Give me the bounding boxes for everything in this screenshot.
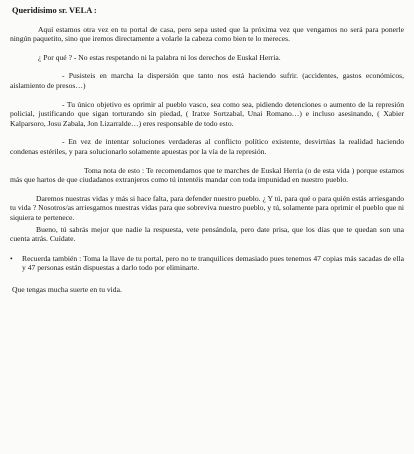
paragraph-countdown: Bueno, tú sabrás mejor que nadie la respuesta, vete pensándola, pero date prisa, que los días que te quedan son una cuenta atrás. Cuídate. bbox=[10, 224, 404, 244]
paragraph-closing: Que tengas mucha suerte en tu vida. bbox=[12, 284, 122, 294]
paragraph-conflict: - En vez de intentar soluciones verdaderas al conflicto político existente, desvirtúas la realidad haciendo condenas estériles, y para solucionarlo solamente apuestas por la vía de la represión. bbox=[10, 137, 404, 156]
letter-salutation: Queridísimo sr. VELA : bbox=[12, 6, 97, 15]
paragraph-remember-text: Recuerda también : Toma la llave de tu portal, pero no te tranquilices demasiado pues tenemos 47 copias más sacadas de ella y 47 personas están dispuestas a darlo todo por eliminarte. bbox=[22, 253, 404, 273]
paragraph-lives: Daremos nuestras vidas y más si hace falta, para defender nuestro pueblo. ¿ Y tú, para qué o para quién estás arriesgando tu vida ? Nosotros/as arriesgamos nuestras vidas para que sobreviva nuestro pueblo, y tú, solamente para oprimir el pueblo que ni siquiera te pertenece. bbox=[10, 193, 404, 222]
bullet-icon: • bbox=[10, 253, 13, 263]
paragraph-take-note: Toma nota de esto : Te recomendamos que te marches de Euskal Herria (o de esta vida ) porque estamos más que hartos de que ciudadanos extranjeros como tú intentéis mandar con toda impunidad en nuestro pueblo. bbox=[10, 165, 404, 185]
paragraph-remember bbox=[10, 254, 404, 273]
paragraph-dispersion: - Pusisteis en marcha la dispersión que tanto nos está haciendo sufrir. (accidentes, gastos económicos, aislamiento de presos…) bbox=[10, 71, 404, 90]
paragraph-intro: Aquí estamos otra vez en tu portal de casa, pero sepa usted que la próxima vez que vengamos no será para ponerle ningún paquetito, sino que iremos directamente a volarle la cabeza como bien te lo mereces. bbox=[10, 24, 404, 44]
paragraph-oppression: - Tu único objetivo es oprimir al pueblo vasco, sea como sea, pidiendo detenciones o aumento de la represión policial, justificando que sigan torturando sin piedad, ( Iratxe Sortzabal, Unai Romano…) e incluso asesinando, ( Xabier Kalparsoro, Josu Zabala, Jon Lizarralde…) eres responsable de todo esto. bbox=[10, 99, 404, 128]
paragraph-question: ¿ Por qué ? - No estas respetando ni la palabra ni los derechos de Euskal Herria. bbox=[38, 52, 281, 62]
